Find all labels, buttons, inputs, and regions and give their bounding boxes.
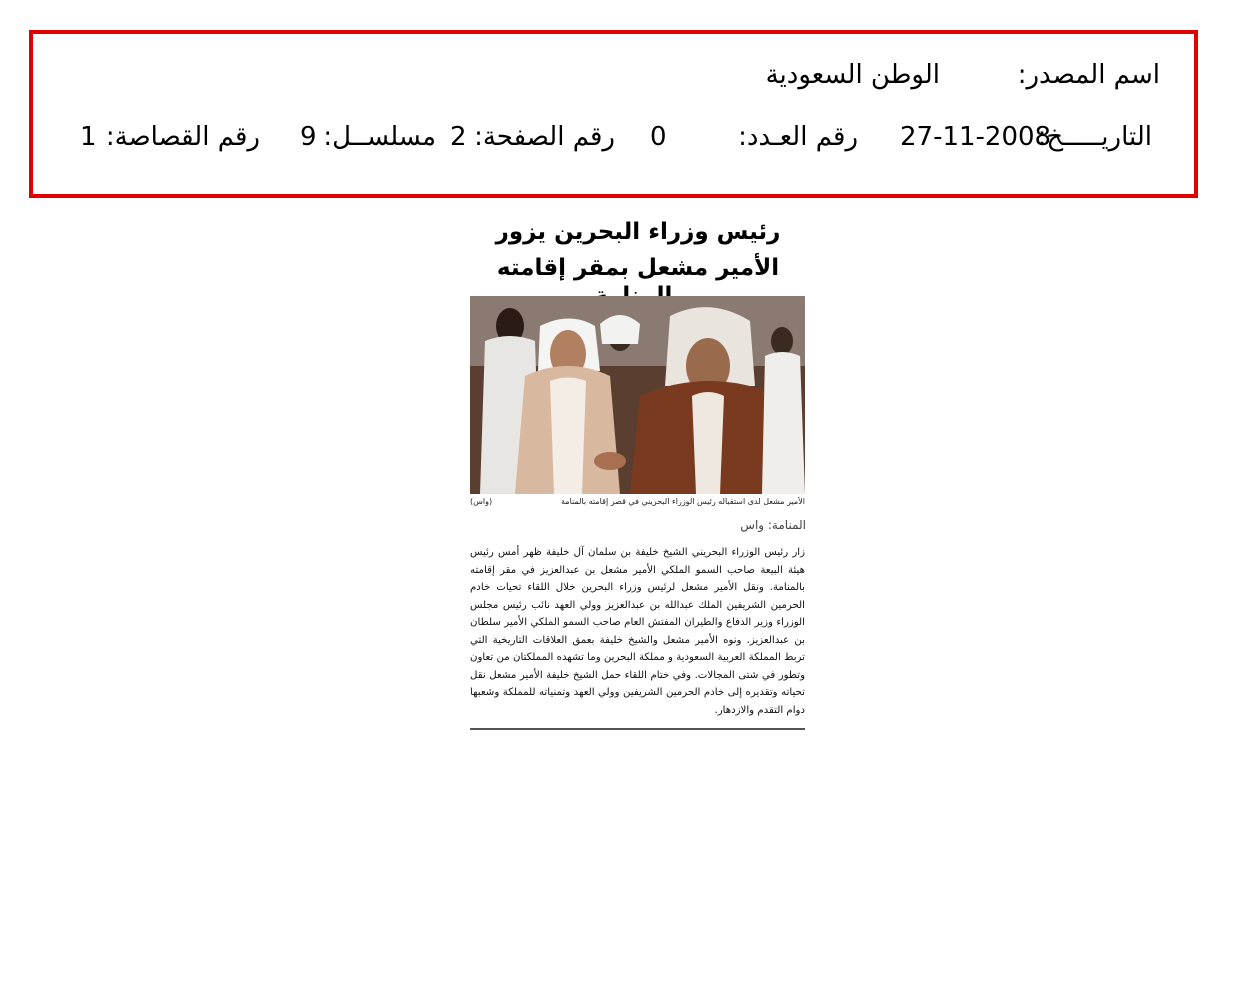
source-label: اسم المصدر: — [1017, 60, 1160, 90]
photo-illustration — [470, 296, 805, 494]
serial-label: مسلســل: — [323, 122, 436, 152]
clip-value: 1 — [80, 122, 97, 152]
date-label: التاريـــــخ: — [1037, 122, 1152, 152]
bottom-rule — [470, 728, 805, 730]
article-photo — [470, 296, 805, 494]
photo-credit: (واس) — [470, 497, 493, 506]
issue-label: رقم العـدد: — [738, 122, 858, 152]
issue-value: 0 — [650, 122, 667, 152]
photo-caption: الأمير مشعل لدى استقباله رئيس الوزراء البحريني في قصر إقامته بالمنامة — [561, 497, 805, 506]
serial-value: 9 — [300, 122, 317, 152]
date-value: 27-11-2008 — [900, 122, 1052, 152]
clip-label: رقم القصاصة: — [105, 122, 260, 152]
source-value: الوطن السعودية — [765, 60, 940, 90]
headline-line-1: رئيس وزراء البحرين يزور — [495, 219, 781, 245]
article-body: زار رئيس الوزراء البحريني الشيخ خليفة بن سلمان آل خليفة ظهر أمس رئيس هيئة البيعة صاحب السمو الملكي الأمير مشعل بن عبدالعزيز في مقر إقامته بالمنامة. ونقل الأمير مشعل لرئيس وزراء البحرين خلال اللقاء تحيات خادم الحرمين الشريفين الملك عبدالله بن عبدالعزيز وولي العهد نائب رئيس مجلس الوزراء وزير الدفاع والطيران المفتش العام صاحب السمو الملكي الأمير سلطان بن عبدالعزيز. ونوه الأمير مشعل والشيخ خليفة بعمق العلاقات التاريخية التي تربط المملكة العربية السعودية و مملكة البحرين وما تشهده المملكتان من تعاون وتطور في شتى المجالات. وفي ختام اللقاء حمل الشيخ خليفة الأمير مشعل نقل تحياته وتقديره إلى خادم الحرمين الشريفين وولي العهد وتمنياته للمملكة وشعبها دوام التقدم والازدهار. — [470, 547, 805, 716]
headline-line-2: الأمير مشعل بمقر إقامته — [496, 255, 780, 281]
metadata-box — [29, 30, 1198, 198]
article-dateline: المنامة: واس — [740, 518, 806, 532]
photo-caption-row — [470, 497, 805, 507]
page-value: 2 — [450, 122, 467, 152]
page-label: رقم الصفحة: — [474, 122, 615, 152]
article-clipping — [470, 212, 806, 732]
